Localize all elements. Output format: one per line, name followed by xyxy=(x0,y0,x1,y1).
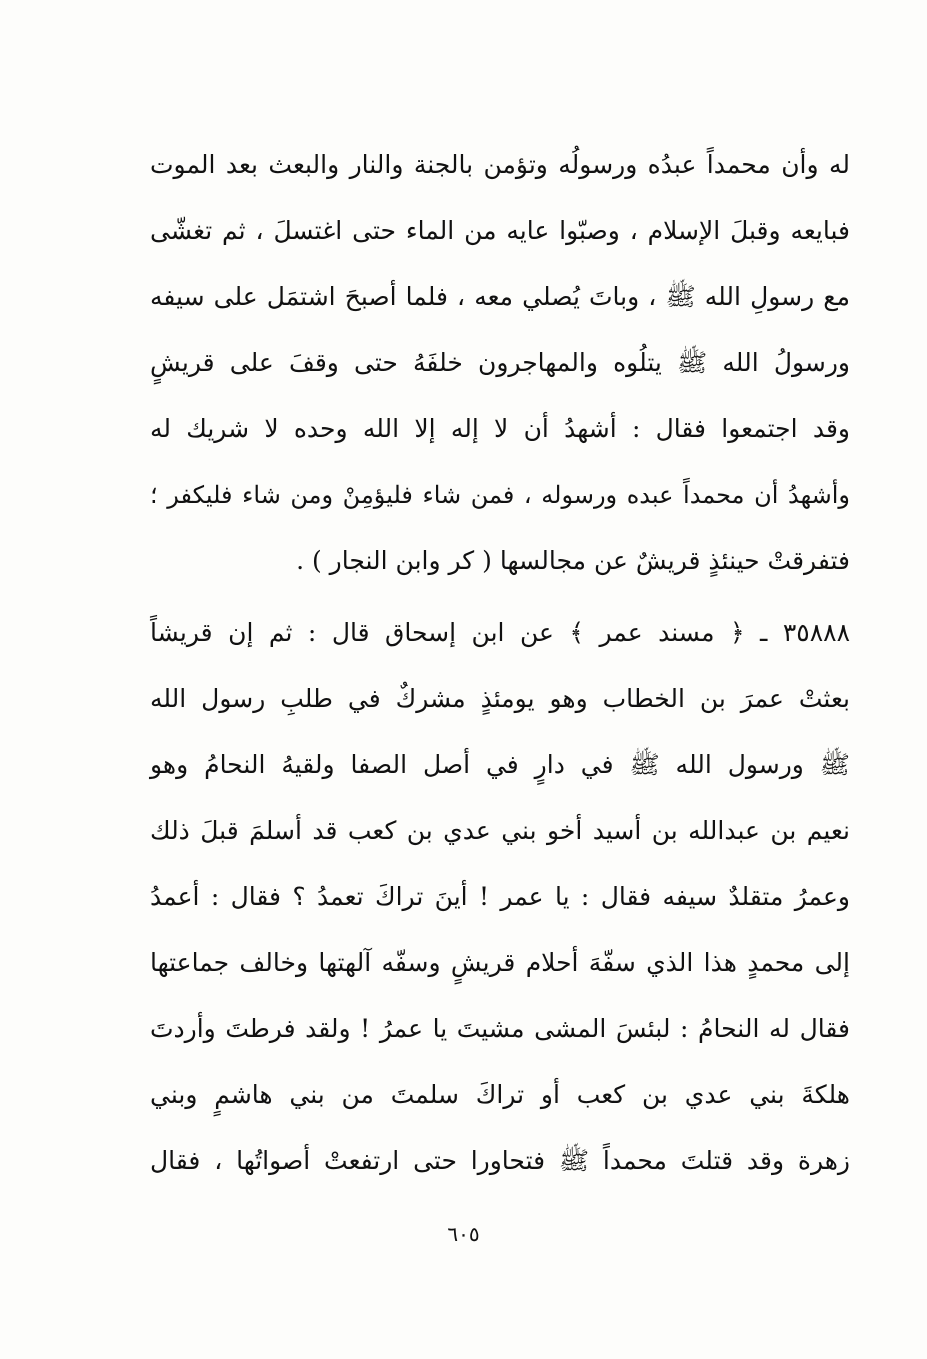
text-line: وقد اجتمعوا فقال : أشهدُ أن لا إله إلا الله وحده لا شريك له xyxy=(150,414,850,443)
text-line: ورسولُ الله ﷺ يتلُوه والمهاجرون خلفَهُ حتى وقفَ على قريشٍ xyxy=(150,348,850,377)
text-line: مع رسولِ الله ﷺ ، وباتَ يُصلي معه ، فلما أصبحَ اشتمَل على سيفه xyxy=(150,282,850,311)
text-line: فبايعه وقبلَ الإسلام ، وصبّوا عايه من الماء حتى اغتسلَ ، ثم تغشّى xyxy=(150,216,850,245)
text-line: فقال له النحامُ : لبئسَ المشى مشيتَ يا عمرُ ! ولقد فرطتَ وأردتَ xyxy=(150,1014,850,1043)
paragraph-2 xyxy=(150,618,850,1212)
text-line: له وأن محمداً عبدُه ورسولُه وتؤمن بالجنة والنار والبعث بعد الموت xyxy=(150,150,850,179)
text-line: فتفرقتْ حينئذٍ قريشٌ عن مجالسها ( كر وابن النجار ) . xyxy=(296,546,850,575)
text-line: ﷺ ورسول الله ﷺ في دارٍ في أصل الصفا ولقيهُ النحامُ وهو xyxy=(150,750,850,779)
paragraph-1 xyxy=(150,150,850,612)
text-line: نعيم بن عبدالله بن أسيد أخو بني عدي بن كعب قد أسلمَ قبلَ ذلك xyxy=(150,816,850,845)
text-line: بعثتْ عمرَ بن الخطاب وهو يومئذٍ مشركٌ في طلبِ رسول الله xyxy=(150,684,850,713)
text-line: وعمرُ متقلدٌ سيفه فقال : يا عمر ! أينَ تراكَ تعمدُ ؟ فقال : أعمدُ xyxy=(150,882,850,911)
page-number: ٦٠٥ xyxy=(447,1222,480,1246)
text-line: إلى محمدٍ هذا الذي سفّهَ أحلام قريشٍ وسفّه آلهتها وخالف جماعتها xyxy=(150,948,850,977)
text-line: هلكةَ بني عدي بن كعب أو تراكَ سلمتَ من بني هاشمٍ وبني xyxy=(150,1080,850,1109)
text-line: زهرة وقد قتلتَ محمداً ﷺ فتحاورا حتى ارتفعتْ أصواتُها ، فقال xyxy=(150,1146,850,1175)
text-line: وأشهدُ أن محمداً عبده ورسوله ، فمن شاء فليؤمِنْ ومن شاء فليكفر ؛ xyxy=(150,481,850,509)
hadith-heading-line: ٣٥٨٨٨ ـ ﴿ مسند عمر ﴾ عن ابن إسحاق قال : ثم إن قريشاً xyxy=(150,618,850,647)
